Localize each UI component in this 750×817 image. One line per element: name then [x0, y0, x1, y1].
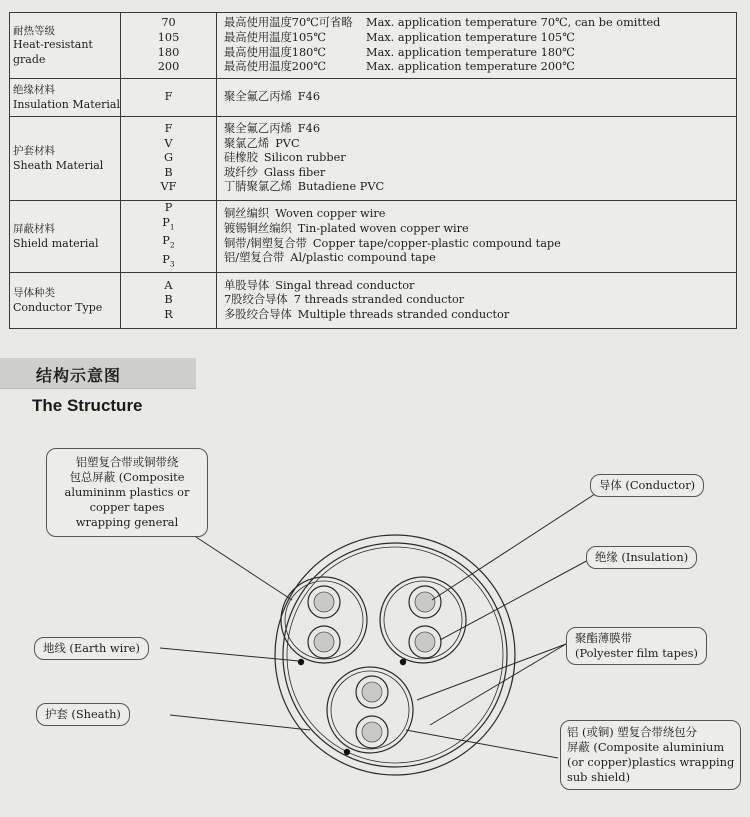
- category-en: grade: [13, 52, 46, 66]
- desc-en: F46: [297, 90, 321, 104]
- callout-sheath: 护套 (Sheath): [36, 703, 130, 726]
- conductor: [314, 592, 334, 612]
- table-row: [10, 13, 737, 79]
- code: B: [164, 293, 173, 307]
- table-row: [10, 117, 737, 201]
- code-cell: [121, 13, 217, 79]
- desc-en: 7 threads stranded conductor: [293, 293, 465, 307]
- earth-wire-dot: [344, 749, 350, 755]
- desc-zh: 铜丝编织: [224, 207, 270, 221]
- code: F: [164, 122, 173, 136]
- code: A: [164, 278, 173, 292]
- conductor: [362, 722, 382, 742]
- section-title-en: The Structure: [32, 396, 143, 415]
- desc-zh: 最高使用温度200℃: [224, 60, 326, 74]
- desc-en: Al/plastic compound tape: [290, 251, 436, 265]
- category-cell: [10, 273, 121, 329]
- desc-zh: 最高使用温度70℃可省略: [224, 16, 353, 30]
- code: V: [164, 136, 173, 150]
- code-subscript: 1: [169, 221, 175, 231]
- table-row: [10, 201, 737, 273]
- desc-zh: 丁腈聚氯乙烯: [224, 180, 292, 194]
- spec-table: [9, 12, 737, 329]
- code: 180: [157, 45, 180, 59]
- conductor: [362, 682, 382, 702]
- desc-zh: 铝/塑复合带: [224, 251, 285, 265]
- code: P: [164, 201, 173, 214]
- category-cell: [10, 117, 121, 201]
- category-zh: 导体种类: [13, 287, 55, 300]
- inner-ring: [287, 547, 503, 763]
- desc-zh: 单股导体: [224, 278, 270, 292]
- category-zh: 耐热等级: [13, 24, 55, 37]
- earth-wire-dot: [298, 659, 304, 665]
- conductor: [314, 632, 334, 652]
- desc-en: Max. application temperature 180℃: [366, 45, 575, 59]
- code: B: [164, 165, 173, 179]
- callout-polyester-tape: 聚酯薄膜带 (Polyester film tapes): [566, 627, 707, 665]
- desc-en: Woven copper wire: [275, 207, 386, 221]
- code-subscript: 3: [169, 259, 175, 269]
- desc-zh: 聚氯乙烯: [224, 136, 270, 150]
- desc-en: PVC: [275, 136, 300, 150]
- general-shield-ring: [283, 543, 507, 767]
- code: F: [164, 90, 173, 104]
- category-zh: 护套材料: [13, 144, 55, 157]
- category-cell: [10, 79, 121, 117]
- category-en: Heat-resistant: [13, 38, 93, 52]
- desc-zh: 聚全氟乙丙烯: [224, 90, 292, 104]
- code-cell: [121, 79, 217, 117]
- code-subscript: 2: [169, 240, 175, 250]
- desc-en: Copper tape/copper-plastic compound tape: [312, 236, 561, 250]
- desc-en: Glass fiber: [263, 165, 326, 179]
- code: P: [162, 253, 170, 267]
- description-cell: [217, 201, 737, 273]
- callout-general-shield: 铝塑复合带或铜带绕 包总屏蔽 (Composite alumininm plastics or copper tapes wrapping general: [46, 448, 208, 537]
- conductor: [415, 632, 435, 652]
- category-cell: [10, 201, 121, 273]
- code-cell: [121, 273, 217, 329]
- structure-diagram: [0, 430, 750, 813]
- sheath-outer-ring: [275, 535, 515, 775]
- desc-zh: 硅橡胶: [224, 151, 258, 165]
- earth-wire-dot: [400, 659, 406, 665]
- callout-sub-shield: 铝 (或铜) 塑复合带绕包分 屏蔽 (Composite aluminium (or copper)plastics wrapping sub shield): [560, 720, 741, 790]
- code: 105: [157, 30, 180, 44]
- table-row: [10, 273, 737, 329]
- desc-en: Max. application temperature 105℃: [366, 30, 575, 44]
- desc-zh: 最高使用温度180℃: [224, 45, 326, 59]
- desc-en: Singal thread conductor: [275, 278, 415, 292]
- code: G: [163, 151, 174, 165]
- desc-en: Butadiene PVC: [297, 180, 385, 194]
- desc-zh: 铜带/铜塑复合带: [224, 236, 307, 250]
- callout-conductor: 导体 (Conductor): [590, 474, 704, 497]
- desc-zh: 镀锡铜丝编织: [224, 221, 292, 235]
- code: P: [162, 234, 170, 248]
- code-cell: [121, 117, 217, 201]
- code-cell: [121, 201, 217, 273]
- description-cell: [217, 273, 737, 329]
- callout-insulation: 绝缘 (Insulation): [586, 546, 697, 569]
- category-zh: 屏蔽材料: [13, 222, 55, 235]
- category-en: Shield material: [13, 236, 99, 250]
- category-en: Sheath Material: [13, 158, 104, 172]
- category-en: Insulation Material: [13, 97, 120, 111]
- desc-zh: 最高使用温度105℃: [224, 30, 326, 44]
- desc-en: F46: [297, 122, 321, 136]
- category-zh: 绝缘材料: [13, 83, 55, 96]
- description-cell: [217, 117, 737, 201]
- desc-en: Tin-plated woven copper wire: [297, 221, 469, 235]
- code: 70: [161, 16, 176, 30]
- code: P: [162, 215, 170, 229]
- desc-en: Multiple threads stranded conductor: [297, 307, 510, 321]
- desc-zh: 聚全氟乙丙烯: [224, 122, 292, 136]
- desc-en: Silicon rubber: [263, 151, 346, 165]
- category-cell: [10, 13, 121, 79]
- callout-earth-wire: 地线 (Earth wire): [34, 637, 149, 660]
- desc-en: Max. application temperature 200℃: [366, 60, 575, 74]
- category-en: Conductor Type: [13, 300, 103, 314]
- code: R: [164, 307, 173, 321]
- desc-en: Max. application temperature 70℃, can be omitted: [366, 16, 661, 30]
- code: 200: [157, 60, 180, 74]
- section-title-zh: 结构示意图: [36, 366, 122, 385]
- code: VF: [160, 180, 177, 194]
- desc-zh: 多股绞合导体: [224, 307, 292, 321]
- conductor: [415, 592, 435, 612]
- table-row: [10, 79, 737, 117]
- desc-zh: 玻纤纱: [224, 165, 258, 179]
- desc-zh: 7股绞合导体: [224, 293, 288, 307]
- description-cell: [217, 79, 737, 117]
- description-cell: [217, 13, 737, 79]
